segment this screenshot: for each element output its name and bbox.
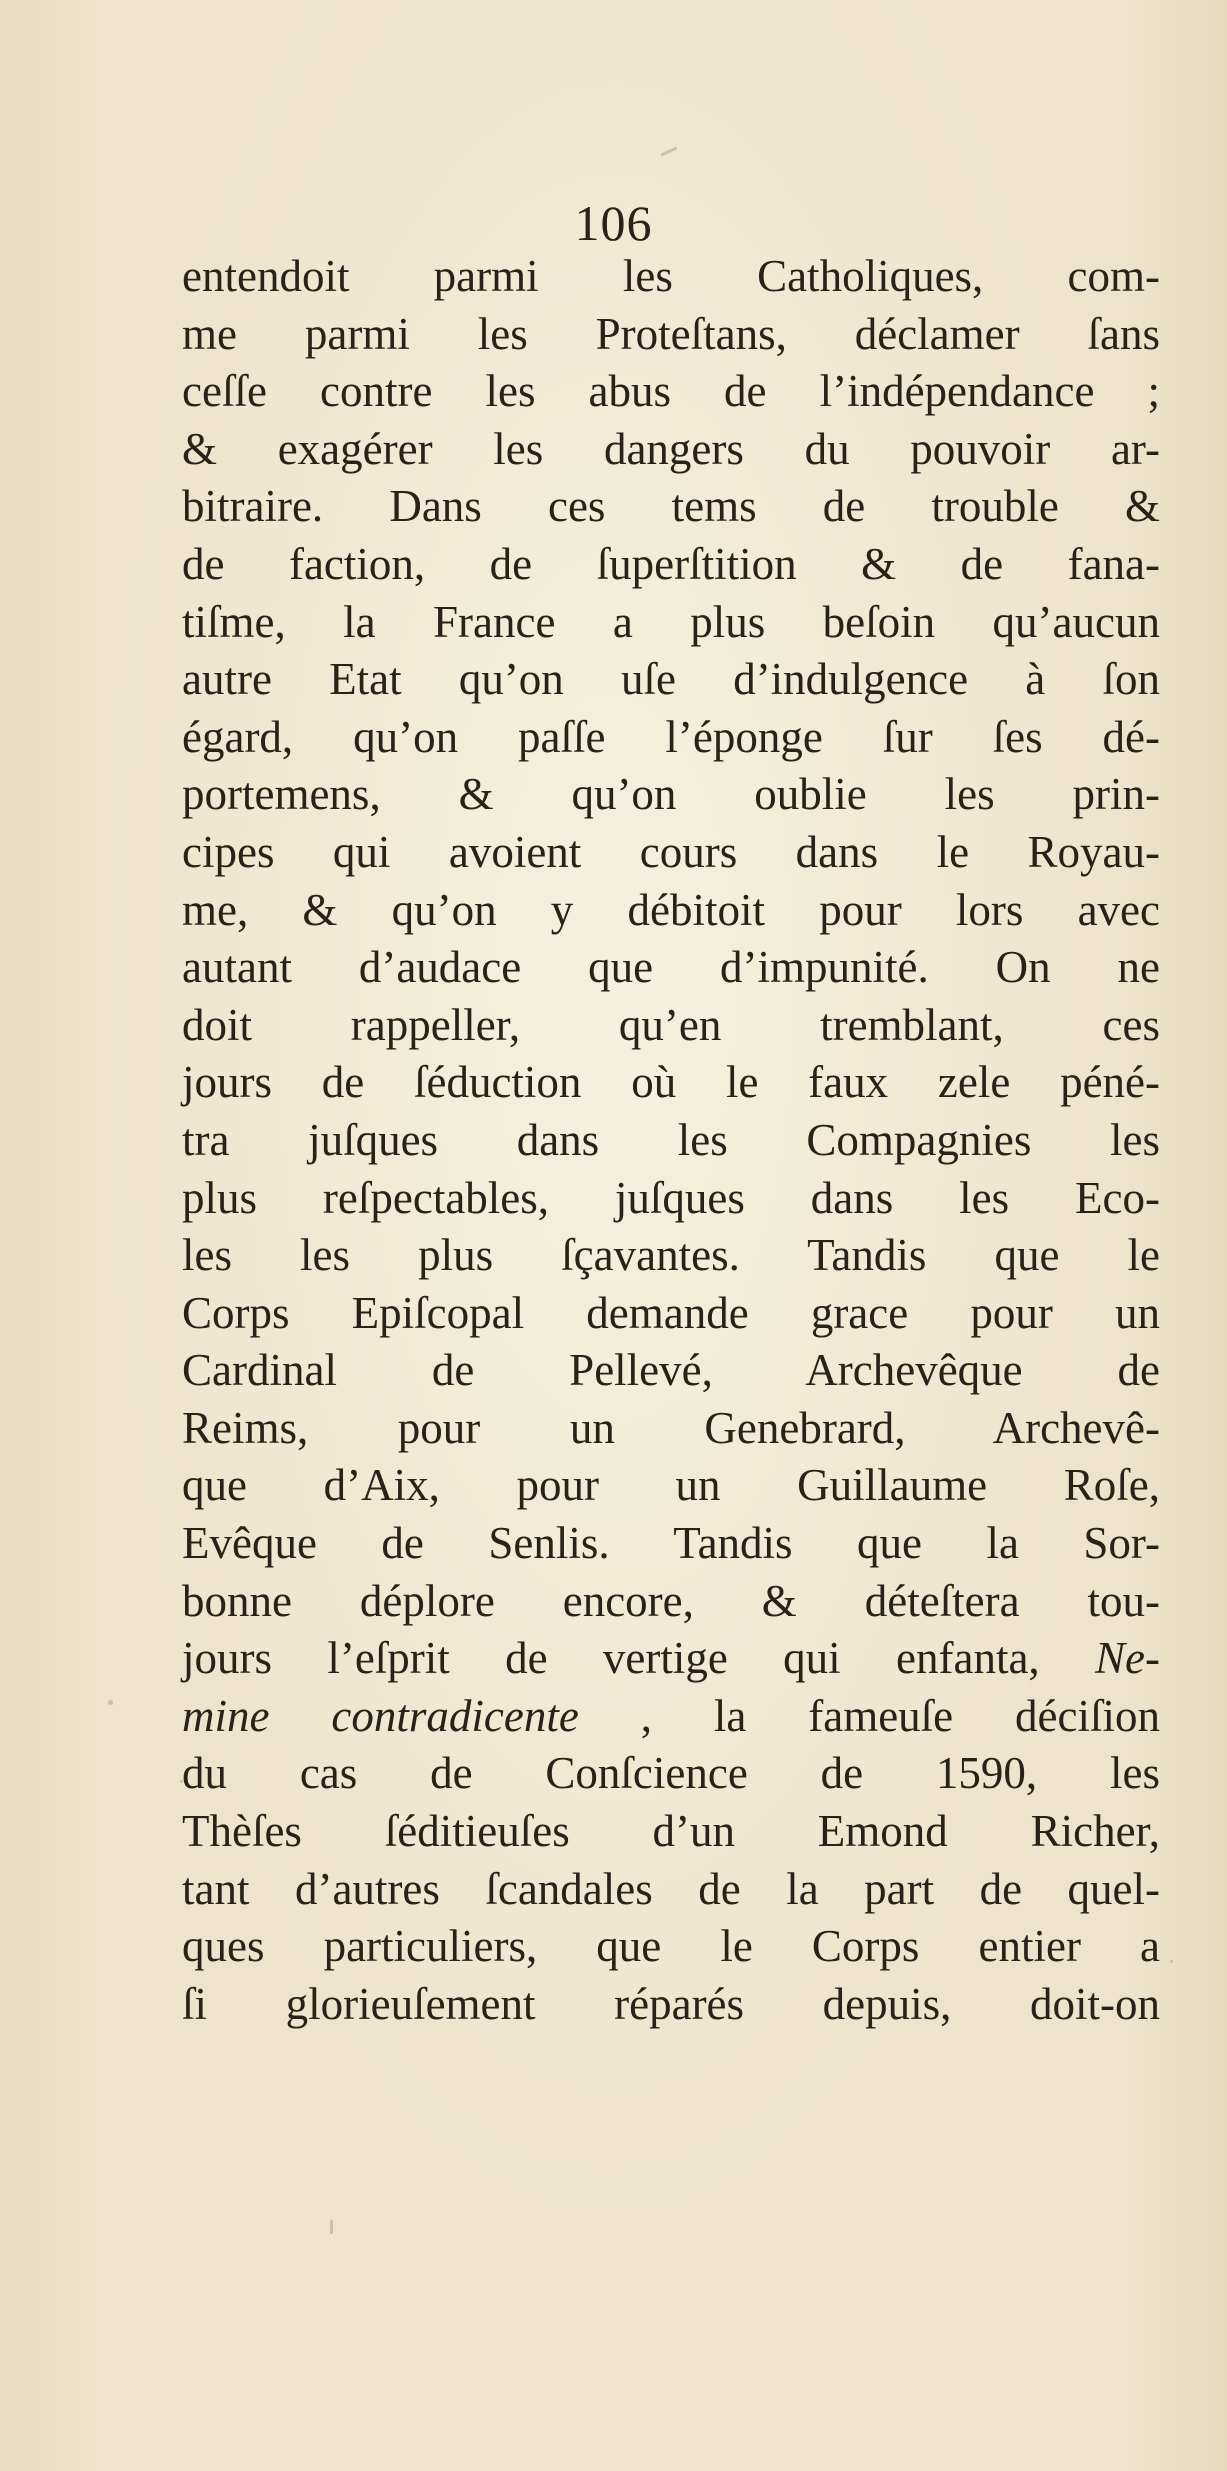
text-line: me parmi les Proteſtans, déclamer ſans — [182, 308, 1160, 359]
text-line: tra juſques dans les Compagnies les — [182, 1114, 1160, 1165]
text-line: ſi glorieuſement réparés depuis, doit-on — [182, 1978, 1160, 2029]
text-line: cipes qui avoient cours dans le Royau- — [182, 826, 1160, 877]
text-line: entendoit parmi les Catholiques, com- — [182, 251, 1160, 301]
ink-speck — [330, 2220, 333, 2234]
text-line: me, & qu’on y débitoit pour lors avec — [182, 884, 1160, 935]
text-line-mixed — [182, 1688, 1160, 1746]
text-line: Evêque de Senlis. Tandis que la Sor- — [182, 1518, 1160, 1569]
text-line: plus reſpectables, juſques dans les Eco- — [182, 1172, 1160, 1223]
text-line: jours de ſéduction où le faux zele péné- — [182, 1057, 1160, 1108]
text-line: ques particuliers, que le Corps entier a — [182, 1921, 1160, 1972]
text-line: que d’Aix, pour un Guillaume Roſe, — [182, 1460, 1160, 1511]
text-line: Corps Epiſcopal demande grace pour un — [182, 1287, 1160, 1338]
text-line: bonne déplore encore, & déteſtera tou- — [182, 1575, 1160, 1626]
ink-speck — [180, 1780, 183, 1783]
text-line: égard, qu’on paſſe l’éponge ſur ſes dé- — [182, 711, 1160, 762]
italic-text: mine contradicente — [182, 1690, 579, 1741]
text-line: Cardinal de Pellevé, Archevêque de — [182, 1345, 1160, 1396]
text-line: doit rappeller, qu’en tremblant, ces — [182, 999, 1160, 1050]
text-line: portemens, & qu’on oublie les prin- — [182, 769, 1160, 820]
text-segment: , la fameuſe déciſion — [640, 1690, 1161, 1741]
text-line: bitraire. Dans ces tems de trouble & — [182, 481, 1160, 532]
ink-speck — [108, 1700, 113, 1705]
ink-speck — [1170, 1960, 1173, 1963]
text-line: autant d’audace que d’impunité. On ne — [182, 942, 1160, 993]
text-line: ceſſe contre les abus de l’indépendance ; — [182, 366, 1160, 417]
italic-text: Ne- — [1095, 1633, 1160, 1684]
text-line: Thèſes ſéditieuſes d’un Emond Richer, — [182, 1806, 1160, 1857]
text-line-mixed — [182, 1630, 1160, 1688]
text-line: tiſme, la France a plus beſoin qu’aucun — [182, 596, 1160, 647]
ink-speck — [660, 146, 678, 156]
text-line: les les plus ſçavantes. Tandis que le — [182, 1230, 1160, 1281]
text-line: du cas de Conſcience de 1590, les — [182, 1748, 1160, 1799]
page-number: 106 — [574, 195, 653, 251]
text-line: & exagérer les dangers du pouvoir ar- — [182, 423, 1160, 474]
text-line: de faction, de ſuperſtition & de fana- — [182, 538, 1160, 589]
text-line: autre Etat qu’on uſe d’indulgence à ſon — [182, 654, 1160, 705]
text-segment: jours l’eſprit de vertige qui enfanta, — [182, 1633, 1096, 1684]
page-body-text — [182, 248, 1160, 2033]
text-line: Reims, pour un Genebrard, Archevê- — [182, 1402, 1160, 1453]
text-line: tant d’autres ſcandales de la part de quel- — [182, 1863, 1160, 1914]
